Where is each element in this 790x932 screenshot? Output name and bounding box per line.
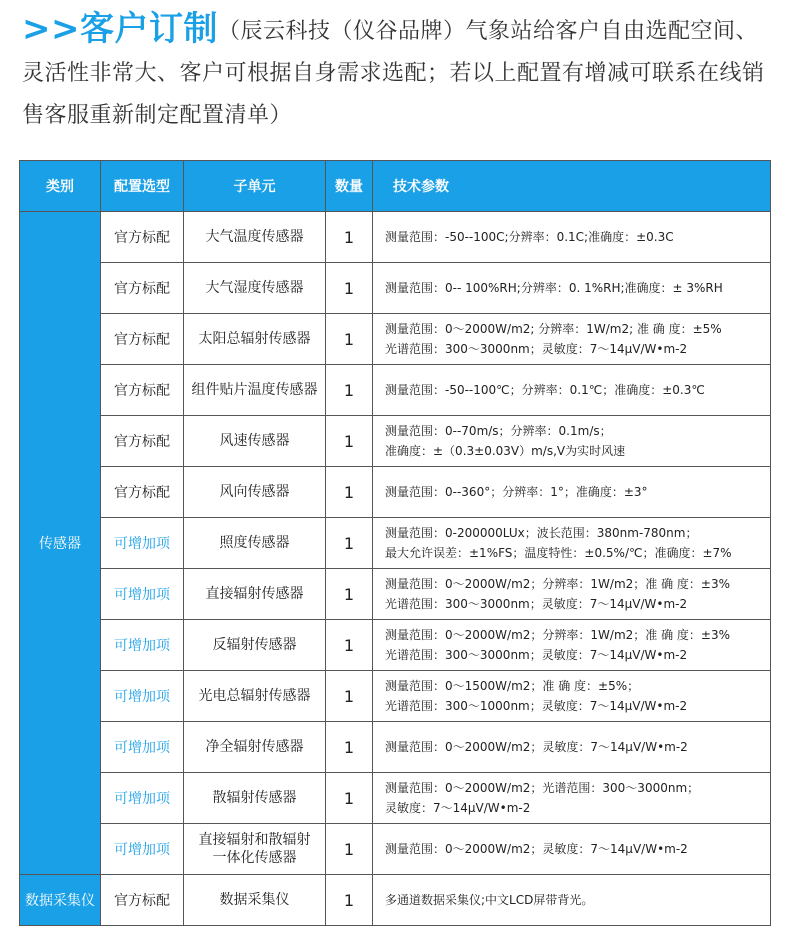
table-row [20, 824, 771, 875]
table-row [20, 875, 771, 926]
spec-line: 测量范围：-50--100℃；分辨率：0.1℃；准确度：±0.3℃ [385, 383, 705, 397]
quantity-cell: 1 [326, 722, 373, 773]
quantity-cell: 1 [326, 773, 373, 824]
subunit-cell [184, 212, 326, 263]
subunit-label: 光电总辐射传感器 [198, 688, 311, 704]
category-cell: 传感器 [20, 212, 101, 875]
subunit-cell [184, 518, 326, 569]
table-row [20, 569, 771, 620]
subunit-label: 太阳总辐射传感器 [198, 331, 311, 347]
spec-line: 光谱范围：300～3000nm；灵敏度：7～14μV/W•m-2 [385, 597, 688, 611]
option-cell: 官方标配 [101, 212, 184, 263]
spec-line: 测量范围：0～2000W/m2; 分辨率：1W/m2; 准 确 度：±5% [385, 322, 722, 336]
quantity-cell: 1 [326, 518, 373, 569]
option-cell: 可增加项 [101, 518, 184, 569]
subunit-label: 净全辐射传感器 [205, 739, 304, 755]
spec-line: 光谱范围：300～1000nm；灵敏度：7～14μV/W•m-2 [385, 699, 688, 713]
spec-cell [373, 314, 771, 365]
subunit-cell [184, 416, 326, 467]
subunit-label: 大气温度传感器 [205, 229, 304, 245]
spec-cell [373, 518, 771, 569]
header-category: 类别 [20, 161, 101, 212]
spec-cell [373, 620, 771, 671]
subunit-cell [184, 467, 326, 518]
intro-paragraph [22, 8, 774, 137]
quantity-cell: 1 [326, 416, 373, 467]
quantity-cell: 1 [326, 263, 373, 314]
spec-line: 测量范围：0～2000W/m2；光谱范围：300～3000nm； [385, 781, 700, 795]
subunit-cell [184, 365, 326, 416]
table-row [20, 671, 771, 722]
spec-cell [373, 722, 771, 773]
option-cell: 可增加项 [101, 569, 184, 620]
subunit-label: 反辐射传感器 [212, 637, 297, 653]
subunit-cell [184, 620, 326, 671]
subunit-cell [184, 722, 326, 773]
table-row [20, 263, 771, 314]
quantity-cell: 1 [326, 365, 373, 416]
table-row [20, 416, 771, 467]
subunit-label: 风速传感器 [219, 433, 290, 449]
spec-line: 测量范围：0～2000W/m2；灵敏度：7～14μV/W•m-2 [385, 740, 688, 754]
table-row [20, 518, 771, 569]
table-row [20, 212, 771, 263]
spec-cell [373, 824, 771, 875]
spec-line: 光谱范围：300～3000nm；灵敏度：7～14μV/W•m-2 [385, 648, 688, 662]
spec-line: 测量范围：0～2000W/m2；分辨率：1W/m2；准 确 度：±3% [385, 577, 730, 591]
subunit-cell [184, 875, 326, 926]
spec-line: 准确度：±（0.3±0.03V）m/s,V为实时风速 [385, 444, 626, 458]
quantity-cell: 1 [326, 671, 373, 722]
spec-line: 测量范围：0～2000W/m2；灵敏度：7～14μV/W•m-2 [385, 842, 688, 856]
subunit-cell [184, 671, 326, 722]
header-option: 配置选型 [101, 161, 184, 212]
subunit-label: 组件贴片温度传感器 [191, 382, 318, 398]
table-row [20, 620, 771, 671]
subunit-cell [184, 773, 326, 824]
spec-line: 光谱范围：300～3000nm；灵敏度：7～14μV/W•m-2 [385, 342, 688, 356]
subunit-cell [184, 569, 326, 620]
subunit-cell [184, 824, 326, 875]
spec-cell [373, 875, 771, 926]
option-cell: 官方标配 [101, 875, 184, 926]
subunit-label: 风向传感器 [219, 484, 290, 500]
spec-line: 测量范围：0-200000LUx；波长范围：380nm-780nm； [385, 526, 698, 540]
table-row [20, 773, 771, 824]
spec-cell [373, 467, 771, 518]
spec-line: 测量范围：0-- 100%RH;分辨率：0. 1%RH;准确度：± 3%RH [385, 281, 723, 295]
subunit-cell [184, 314, 326, 365]
subunit-label: 散辐射传感器 [212, 790, 297, 806]
option-cell: 可增加项 [101, 671, 184, 722]
quantity-cell: 1 [326, 875, 373, 926]
option-cell: 官方标配 [101, 416, 184, 467]
quantity-cell: 1 [326, 314, 373, 365]
option-cell: 可增加项 [101, 773, 184, 824]
option-cell: 官方标配 [101, 365, 184, 416]
intro-body: （辰云科技（仪谷品牌）气象站给客户自由选配空间、灵活性非常大、客户可根据自身需求选配；若以上配置有增减可联系在线销售客服重新制定配置清单） [22, 19, 765, 128]
spec-line: 测量范围：0--70m/s；分辨率：0.1m/s； [385, 424, 612, 438]
spec-line: 测量范围：-50--100C;分辨率：0.1C;准确度：±0.3C [385, 230, 674, 244]
spec-line: 多通道数据采集仪;中文LCD屏带背光。 [385, 893, 594, 907]
category-cell: 数据采集仪 [20, 875, 101, 926]
intro-title: >>客户订制 [22, 9, 218, 49]
subunit-label: 大气湿度传感器 [205, 280, 304, 296]
option-cell: 可增加项 [101, 824, 184, 875]
subunit-label: 直接辐射和散辐射一体化传感器 [198, 832, 311, 866]
spec-line: 测量范围：0～2000W/m2；分辨率：1W/m2；准 确 度：±3% [385, 628, 730, 642]
table-header-row [20, 161, 771, 212]
header-spec: 技术参数 [373, 161, 771, 212]
config-table [19, 160, 771, 926]
table-row [20, 365, 771, 416]
subunit-cell [184, 263, 326, 314]
spec-line: 测量范围：0～1500W/m2；准 确 度：±5%； [385, 679, 640, 693]
spec-cell [373, 773, 771, 824]
quantity-cell: 1 [326, 467, 373, 518]
spec-cell [373, 365, 771, 416]
spec-cell [373, 212, 771, 263]
option-cell: 可增加项 [101, 620, 184, 671]
option-cell: 可增加项 [101, 722, 184, 773]
subunit-label: 照度传感器 [219, 535, 290, 551]
spec-cell [373, 671, 771, 722]
option-cell: 官方标配 [101, 263, 184, 314]
quantity-cell: 1 [326, 569, 373, 620]
spec-line: 测量范围：0--360°；分辨率：1°；准确度：±3° [385, 485, 648, 499]
spec-cell [373, 263, 771, 314]
spec-cell [373, 416, 771, 467]
table-row [20, 467, 771, 518]
header-quantity: 数量 [326, 161, 373, 212]
subunit-label: 直接辐射传感器 [205, 586, 304, 602]
header-subunit: 子单元 [184, 161, 326, 212]
spec-cell [373, 569, 771, 620]
table-row [20, 722, 771, 773]
quantity-cell: 1 [326, 620, 373, 671]
spec-line: 灵敏度：7～14μV/W•m-2 [385, 801, 531, 815]
quantity-cell: 1 [326, 212, 373, 263]
option-cell: 官方标配 [101, 314, 184, 365]
subunit-label: 数据采集仪 [219, 892, 290, 908]
quantity-cell: 1 [326, 824, 373, 875]
spec-line: 最大允许误差：±1%FS；温度特性：±0.5%/℃；准确度：±7% [385, 546, 732, 560]
table-row [20, 314, 771, 365]
option-cell: 官方标配 [101, 467, 184, 518]
